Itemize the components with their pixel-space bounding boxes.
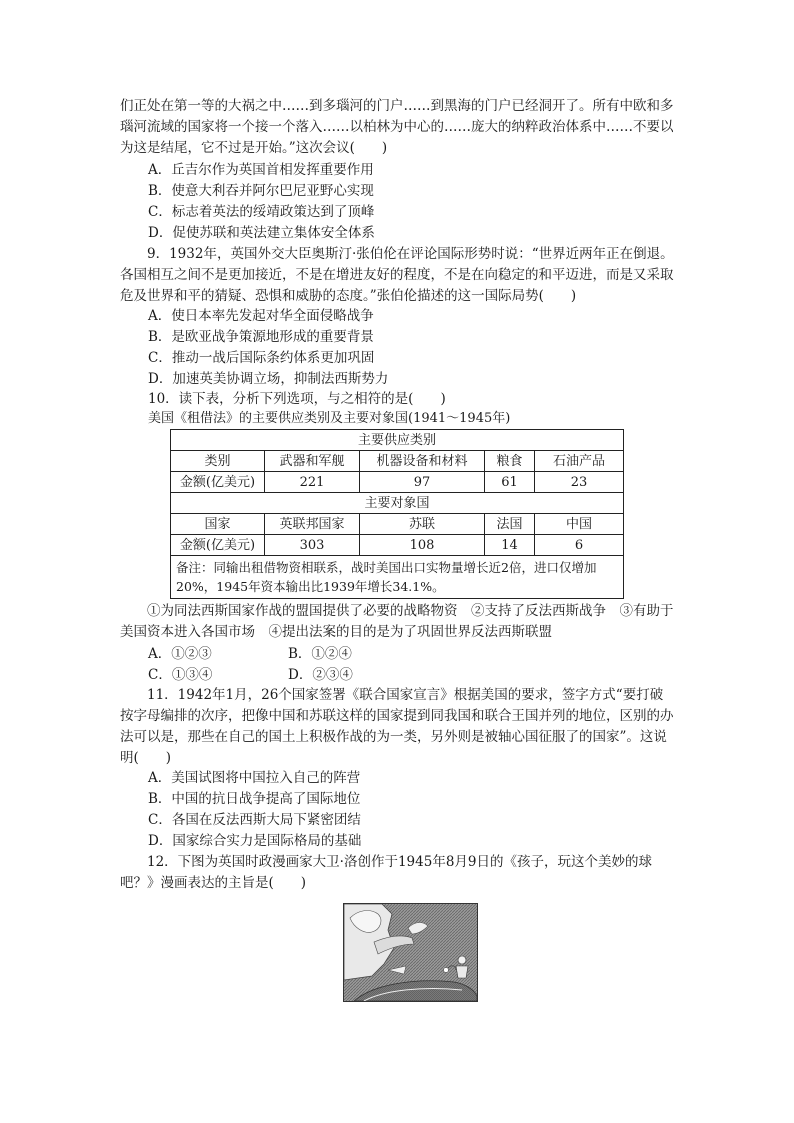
q10-statements: ①为同法西斯国家作战的盟国提供了必要的战略物资 ②支持了反法西斯战争 ③有助于美国资本进入各国市场 ④提出法案的目的是为了巩固世界反法西斯联盟: [120, 603, 674, 640]
table-header-cell: 苏联: [360, 514, 485, 535]
q8-stem: 们正处在第一等的大祸之中……到多瑙河的门户……到黑海的门户已经洞开了。所有中欧和多瑙河流域的国家将一个接一个落入……以柏林为中心的……庞大的纳粹政治体系中……不要以为这是结尾，它不过是开始。”这次会议( ): [120, 98, 674, 156]
table-cell: 金额(亿美元): [171, 535, 265, 556]
table-section-recipient-countries: 主要对象国: [171, 493, 624, 514]
q10-table-title: 美国《租借法》的主要供应类别及主要对象国(1941～1945年): [148, 411, 511, 426]
table-header-cell: 武器和军舰: [265, 451, 360, 472]
table-header-cell: 中国: [535, 514, 624, 535]
q11-option-d: D．国家综合实力是国际格局的基础: [148, 833, 362, 849]
q10-option-c: C．①③④: [148, 667, 213, 683]
table-header-cell: 类别: [171, 451, 265, 472]
q10-option-d: D．②③④: [288, 667, 353, 683]
table-section-supply-categories: 主要供应类别: [171, 430, 624, 451]
q10-stem: 10．读下表，分析下列选项，与之相符的是( ): [148, 391, 446, 407]
table-cell: 221: [265, 472, 360, 493]
table-header-cell: 英联邦国家: [265, 514, 360, 535]
table-header-cell: 法国: [485, 514, 535, 535]
table-cell: 61: [485, 472, 535, 493]
q9-option-c: C．推动一战后国际条约体系更加巩固: [148, 350, 375, 366]
table-note: 备注：同输出租借物资相联系，战时美国出口实物量增长近2倍，进口仅增加20%，1945年资本输出比1939年增长34.1%。: [171, 556, 624, 599]
q8-option-d: D．促使苏联和英法建立集体安全体系: [148, 225, 375, 241]
q9-option-d: D．加速英美协调立场，抑制法西斯势力: [148, 371, 389, 387]
q9-option-b: B．是欧亚战争策源地形成的重要背景: [148, 329, 374, 345]
table-cell: 23: [535, 472, 624, 493]
table-cell: 108: [360, 535, 485, 556]
q11-stem: 11．1942年1月，26个国家签署《联合国家宣言》根据美国的要求，签字方式“要打破按字母编排的次序，把像中国和苏联这样的国家提到同我国和联合王国并列的地位，区别的办法可以是，那些在自己的国土上积极作战的为一类，另外则是被轴心国征服了的国家”。这说明( ): [120, 687, 674, 766]
table-header-cell: 石油产品: [535, 451, 624, 472]
table-header-cell: 机器设备和材料: [360, 451, 485, 472]
q8-option-c: C．标志着英法的绥靖政策达到了顶峰: [148, 204, 375, 220]
table-cell: 14: [485, 535, 535, 556]
table-cell: 303: [265, 535, 360, 556]
q9-stem: 9．1932年，英国外交大臣奥斯汀·张伯伦在评论国际形势时说：“世界近两年正在倒退。各国相互之间不是更加接近，不是在增进友好的程度，不是在向稳定的和平迈进，而是又采取危及世界和平的猜疑、恐惧和威胁的态度。”张伯伦描述的这一国际局势( ): [120, 246, 674, 304]
table-cell: 金额(亿美元): [171, 472, 265, 493]
q10-option-b: B．①②④: [288, 646, 352, 662]
cartoon-drawing: [344, 904, 477, 1001]
q9-option-a: A．使日本率先发起对华全面侵略战争: [148, 308, 374, 324]
table-header-cell: 国家: [171, 514, 265, 535]
political-cartoon-image: [343, 903, 478, 1002]
q10-option-a: A．①②③: [148, 646, 212, 662]
q12-stem: 12．下图为英国时政漫画家大卫·洛创作于1945年8月9日的《孩子，玩这个美妙的球吧？》漫画表达的主旨是( ): [120, 854, 653, 891]
q11-option-a: A．美国试图将中国拉入自己的阵营: [148, 770, 361, 786]
table-header-cell: 粮食: [485, 451, 535, 472]
q8-option-a: A．丘吉尔作为英国首相发挥重要作用: [148, 162, 374, 178]
q8-option-b: B．使意大利吞并阿尔巴尼亚野心实现: [148, 183, 374, 199]
table-cell: 97: [360, 472, 485, 493]
table-cell: 6: [535, 535, 624, 556]
lend-lease-table: [170, 429, 624, 599]
q11-option-c: C．各国在反法西斯大局下紧密团结: [148, 812, 361, 828]
q11-option-b: B．中国的抗日战争提高了国际地位: [148, 791, 361, 807]
